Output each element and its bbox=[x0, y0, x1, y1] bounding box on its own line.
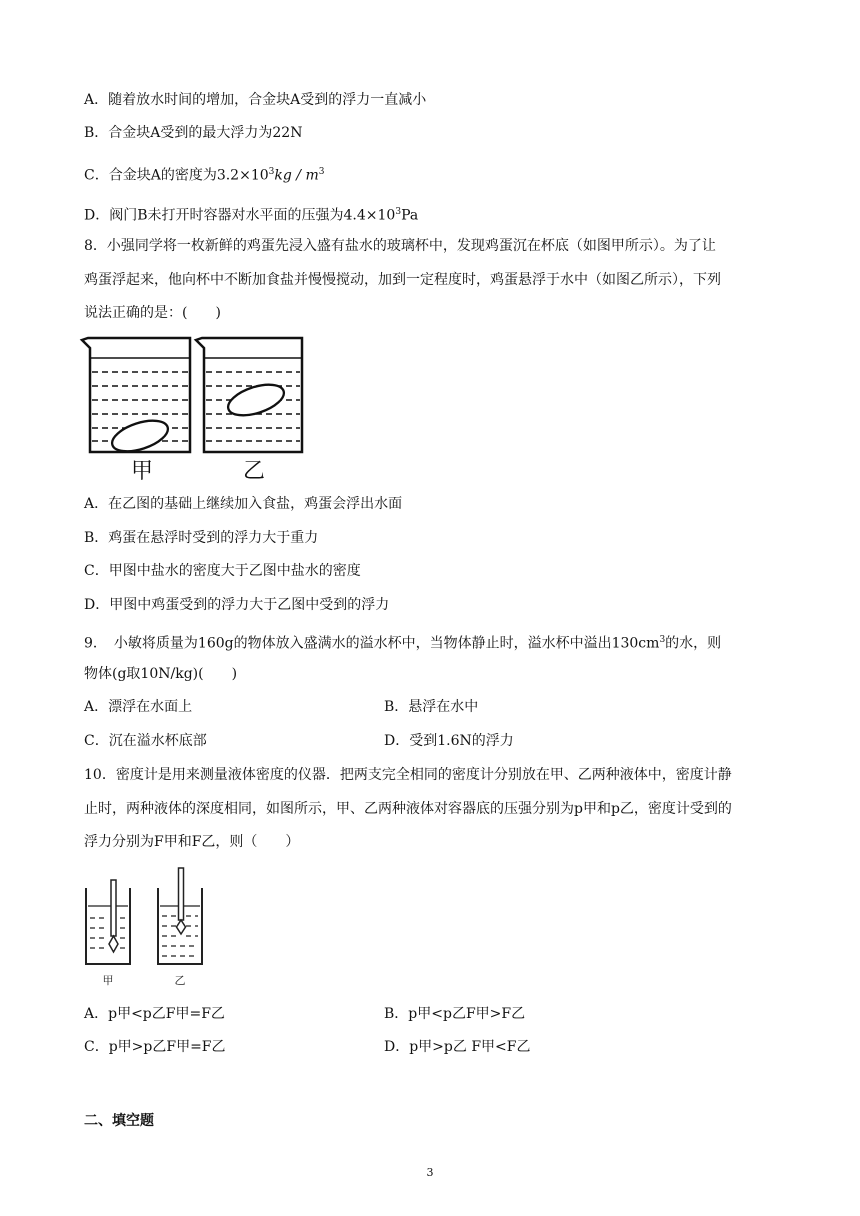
q9-stem-line2: 物体(g取10N/kg)( ) bbox=[84, 666, 238, 682]
q8-option-a: A．在乙图的基础上继续加入食盐，鸡蛋会浮出水面 bbox=[84, 496, 403, 512]
q8-figure-label-jia: 甲 bbox=[130, 459, 154, 484]
q8-option-d: D．甲图中鸡蛋受到的浮力大于乙图中受到的浮力 bbox=[84, 597, 390, 613]
q10-option-d: D．p甲>p乙 F甲<F乙 bbox=[384, 1039, 531, 1055]
q10-figure-label-jia: 甲 bbox=[102, 974, 114, 987]
q8-stem-line3: 说法正确的是：( ) bbox=[84, 305, 221, 321]
q7-option-c: C．合金块A的密度为$3.2\times 10^3kg / m^3$ bbox=[84, 167, 325, 184]
q9-option-b: B．悬浮在水中 bbox=[384, 699, 479, 715]
q7-option-a: A．随着放水时间的增加，合金块A受到的浮力一直减小 bbox=[84, 92, 427, 108]
container-jia bbox=[86, 880, 130, 964]
page-number: 3 bbox=[426, 1166, 434, 1179]
q8-option-b: B．鸡蛋在悬浮时受到的浮力大于重力 bbox=[84, 530, 319, 546]
section-heading: 二、填空题 bbox=[84, 1113, 154, 1129]
q7-option-b: B．合金块A受到的最大浮力为22N bbox=[84, 125, 303, 141]
q7-option-d: D．阀门B未打开时容器对水平面的压强为$4.4\times 10^3Pa$ bbox=[84, 207, 419, 224]
q10-stem-line2: 止时，两种液体的深度相同，如图所示，甲、乙两种液体对容器底的压强分别为p甲和p乙，密度计受到的 bbox=[84, 801, 732, 817]
q10-figure-label-yi: 乙 bbox=[174, 974, 186, 987]
q10-stem-line3: 浮力分别为F甲和F乙，则（ ） bbox=[84, 834, 300, 850]
q10-option-a: A．p甲<p乙F甲=F乙 bbox=[84, 1006, 225, 1022]
q9-option-d: D．受到1.6N的浮力 bbox=[384, 733, 514, 749]
beaker-jia bbox=[82, 338, 190, 457]
q8-figure-label-yi: 乙 bbox=[242, 459, 266, 484]
q9-stem-line1: 9． 小敏将质量为160g的物体放入盛满水的溢水杯中，当物体静止时，溢水杯中溢出$130cm^3$的水，则 bbox=[84, 635, 722, 652]
q8-stem-line1: 8．小强同学将一枚新鲜的鸡蛋先浸入盛有盐水的玻璃杯中，发现鸡蛋沉在杯底（如图甲所示）。为了让 bbox=[84, 238, 716, 254]
q10-option-b: B．p甲<p乙F甲>F乙 bbox=[384, 1006, 526, 1022]
q8-option-c: C．甲图中盐水的密度大于乙图中盐水的密度 bbox=[84, 563, 361, 579]
q8-beakers-figure bbox=[78, 334, 308, 484]
q9-option-a: A．漂浮在水面上 bbox=[84, 699, 193, 715]
beaker-yi bbox=[196, 338, 302, 452]
q10-hydrometer-figure bbox=[80, 866, 220, 990]
q8-stem-line2: 鸡蛋浮起来，他向杯中不断加食盐并慢慢搅动，加到一定程度时，鸡蛋悬浮于水中（如图乙所示），下列 bbox=[84, 272, 721, 288]
q9-option-c: C．沉在溢水杯底部 bbox=[84, 733, 207, 749]
container-yi bbox=[158, 868, 202, 964]
q10-option-c: C．p甲>p乙F甲=F乙 bbox=[84, 1039, 226, 1055]
q10-stem-line1: 10．密度计是用来测量液体密度的仪器．把两支完全相同的密度计分别放在甲、乙两种液体中，密度计静 bbox=[84, 767, 732, 783]
